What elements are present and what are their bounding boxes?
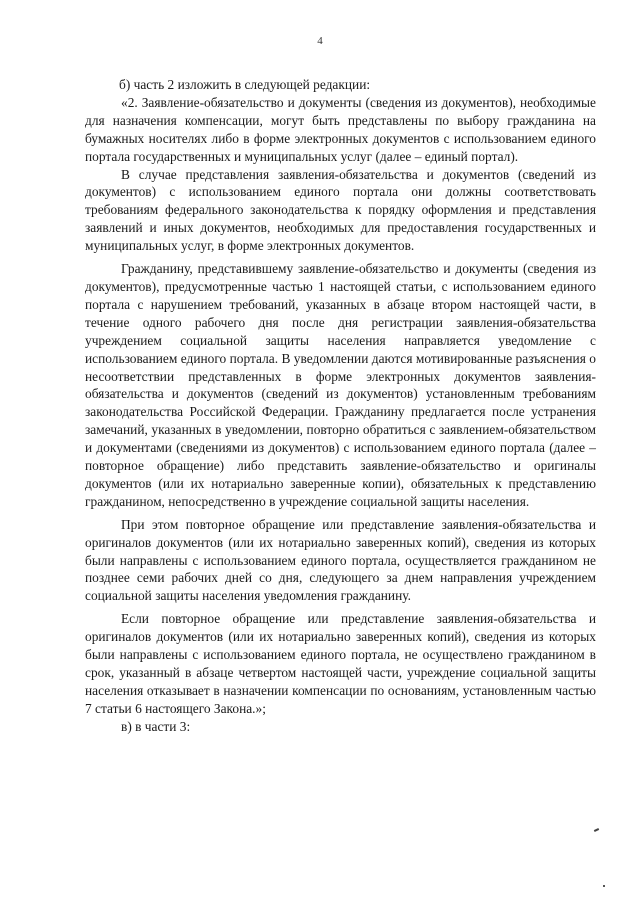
paragraph-item-v: в) в части 3:	[121, 718, 191, 734]
paragraph-electronic-requirements: В случае представления заявления-обязательства и документов (сведений из документов) с использованием единого портала они должны соответствовать требованиям федерального законодательства к порядку оформления и представления заявлений и иных документов, необходимых для предоставления государственных и муниципальных услуг, в форме электронных документов.	[85, 166, 596, 254]
scan-speck	[603, 885, 605, 887]
paragraph-notification: Гражданину, представившему заявление-обязательство и документы (сведения из документов), предусмотренные частью 1 настоящей статьи, с использованием единого портала с нарушением требований, указанных в абзаце втором настоящей части, в течение одного рабочего дня после дня регистрации заявления-обязательства учреждением социальной защиты населения направляется уведомление с использованием единого портала. В уведомлении даются мотивированные разъяснения о несоответствии представленных в форме электронных документов заявления-обязательства и документов (сведений из документов) установленным требованиям законодательства Российской Федерации. Гражданину предлагается после устранения замечаний, указанных в уведомлении, повторно обратиться с заявлением-обязательством и документами (сведениями из документов) с использованием единого портала (далее – повторное обращение) либо представить заявление-обязательство и оригиналы документов (или их нотариально заверенные копии), обязательных к представлению гражданином, непосредственно в учреждение социальной защиты населения.	[85, 261, 596, 509]
scan-speck	[594, 828, 599, 832]
page-number: 4	[317, 35, 323, 47]
paragraph-repeat-appeal-deadline: При этом повторное обращение или представление заявления-обязательства и оригиналов документов (или их нотариально заверенных копий), сведения из которых были направлены с использованием единого портала, осуществляется гражданином не позднее семи рабочих дней со дня, следующего за днем направления учреждением социальной защиты населения уведомления гражданину.	[85, 516, 596, 604]
paragraph-part-2-text: «2. Заявление-обязательство и документы (сведения из документов), необходимые для назначения компенсации, могут быть представлены по выбору гражданина на бумажных носителях либо в форме электронных документов с использованием единого портала государственных и муниципальных услуг (далее – единый портал).	[85, 94, 596, 164]
paragraph-refusal: Если повторное обращение или представление заявления-обязательства и оригиналов документов (или их нотариально заверенных копий), сведения из которых были направлены с использованием единого портала, не осуществлено гражданином в срок, указанный в абзаце четвертом настоящей части, учреждение социальной защиты населения отказывает в назначении компенсации по основаниям, установленным частью 7 статьи 6 настоящего Закона.»;	[85, 611, 596, 716]
document-body	[85, 76, 596, 736]
paragraph-item-b: б) часть 2 изложить в следующей редакции:	[119, 77, 371, 92]
